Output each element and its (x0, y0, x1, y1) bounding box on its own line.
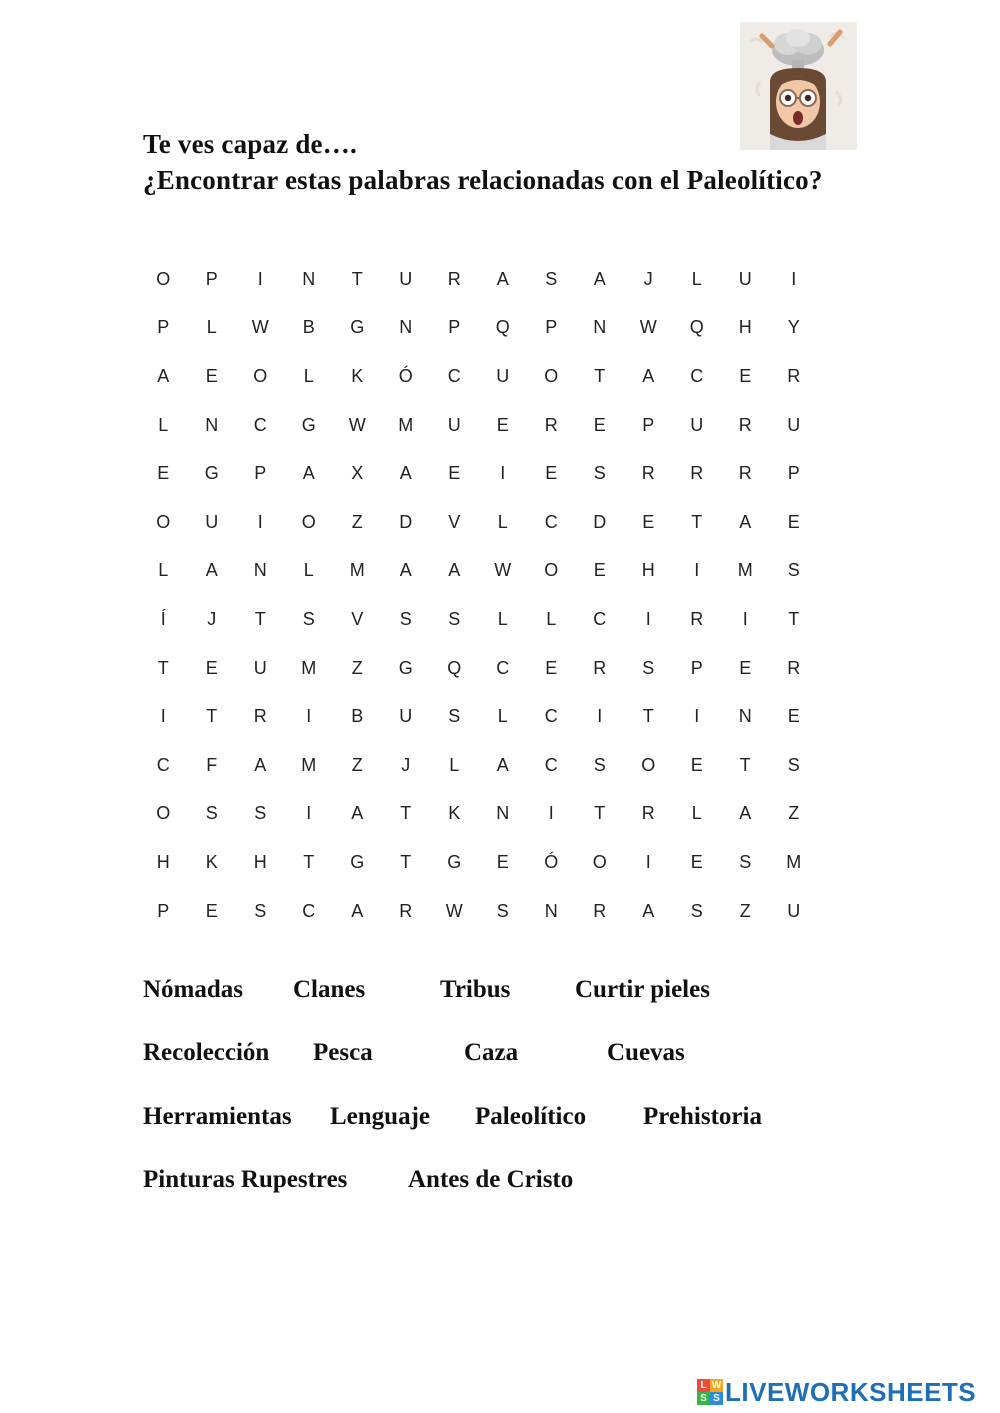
grid-letter-cell[interactable]: N (205, 414, 219, 435)
grid-letter-cell[interactable]: Q (447, 657, 462, 678)
grid-letter-cell[interactable]: E (787, 706, 800, 727)
grid-letter-cell[interactable]: T (400, 803, 412, 824)
grid-letter-cell[interactable]: E (593, 414, 606, 435)
word-item: Prehistoria (643, 1103, 762, 1130)
heading-line-1: Te ves capaz de…. (143, 129, 357, 159)
grid-letter-cell[interactable]: C (302, 900, 316, 921)
grid-letter-cell[interactable]: W (251, 317, 269, 338)
grid-letter-cell[interactable]: L (158, 414, 169, 435)
grid-letter-cell[interactable]: L (691, 268, 702, 289)
grid-letter-cell[interactable]: C (544, 706, 558, 727)
grid-letter-cell[interactable]: J (643, 268, 653, 289)
grid-letter-cell[interactable]: S (787, 754, 800, 775)
grid-letter-cell[interactable]: T (594, 365, 606, 386)
grid-letter-cell[interactable]: T (157, 657, 169, 678)
grid-letter-cell[interactable]: A (205, 560, 218, 581)
grid-letter-cell[interactable]: P (254, 463, 267, 484)
grid-letter-cell[interactable]: S (739, 851, 752, 872)
grid-letter-cell[interactable]: G (447, 851, 462, 872)
grid-letter-cell[interactable]: H (641, 560, 655, 581)
grid-letter-cell[interactable]: Z (788, 803, 800, 824)
grid-letter-cell[interactable]: S (205, 803, 218, 824)
word-item: Herramientas (143, 1103, 292, 1130)
grid-letter-cell[interactable]: I (742, 608, 748, 629)
grid-letter-cell[interactable]: E (545, 463, 558, 484)
grid-letter-cell[interactable]: A (739, 511, 752, 532)
word-item: Lenguaje (330, 1103, 430, 1130)
grid-row (139, 838, 819, 887)
grid-letter-cell[interactable]: L (497, 706, 508, 727)
grid-letter-cell[interactable]: L (546, 608, 557, 629)
grid-letter-cell[interactable]: E (642, 511, 655, 532)
grid-letter-cell[interactable]: U (787, 414, 801, 435)
grid-letter-cell[interactable]: T (400, 851, 412, 872)
grid-letter-cell[interactable]: I (160, 706, 166, 727)
grid-letter-cell[interactable]: R (738, 414, 752, 435)
grid-letter-cell[interactable]: E (496, 851, 509, 872)
grid-letter-cell[interactable]: O (253, 365, 268, 386)
grid-letter-cell[interactable]: A (593, 268, 606, 289)
grid-letter-cell[interactable]: E (205, 900, 218, 921)
grid-letter-cell[interactable]: C (496, 657, 510, 678)
grid-row (139, 352, 819, 401)
grid-row (139, 887, 819, 936)
grid-letter-cell[interactable]: Z (739, 900, 751, 921)
grid-letter-cell[interactable]: E (496, 414, 509, 435)
grid-letter-cell[interactable]: M (301, 754, 317, 775)
grid-letter-cell[interactable]: T (254, 608, 266, 629)
grid-letter-cell[interactable]: S (302, 608, 315, 629)
grid-letter-cell[interactable]: N (302, 268, 316, 289)
grid-letter-cell[interactable]: O (301, 511, 316, 532)
word-item: Antes de Cristo (408, 1166, 574, 1193)
grid-letter-cell[interactable]: I (694, 706, 700, 727)
grid-letter-cell[interactable]: C (690, 365, 704, 386)
grid-letter-cell[interactable]: E (739, 657, 752, 678)
grid-letter-cell[interactable]: V (448, 511, 461, 532)
grid-letter-cell[interactable]: T (691, 511, 703, 532)
grid-letter-cell[interactable]: G (350, 317, 365, 338)
grid-letter-cell[interactable]: P (157, 900, 170, 921)
grid-letter-cell[interactable]: Ó (544, 851, 559, 872)
grid-letter-cell[interactable]: I (791, 268, 797, 289)
grid-letter-cell[interactable]: L (303, 560, 314, 581)
grid-letter-cell[interactable]: D (593, 511, 607, 532)
grid-letter-cell[interactable]: I (257, 268, 263, 289)
grid-letter-cell[interactable]: S (593, 754, 606, 775)
grid-letter-cell[interactable]: O (544, 365, 559, 386)
grid-letter-cell[interactable]: L (206, 317, 217, 338)
grid-letter-cell[interactable]: L (158, 560, 169, 581)
grid-letter-cell[interactable]: T (351, 268, 363, 289)
liveworksheets-brand-text: LIVEWORKSHEETS (725, 1376, 977, 1407)
grid-letter-cell[interactable]: R (253, 706, 267, 727)
grid-letter-cell[interactable]: E (448, 463, 461, 484)
grid-letter-cell[interactable]: L (449, 754, 460, 775)
grid-letter-cell[interactable]: S (448, 706, 461, 727)
grid-letter-cell[interactable]: U (399, 268, 413, 289)
grid-letter-cell[interactable]: W (639, 317, 657, 338)
grid-letter-cell[interactable]: W (348, 414, 366, 435)
grid-letter-cell[interactable]: G (398, 657, 413, 678)
grid-letter-cell[interactable]: I (306, 706, 312, 727)
grid-letter-cell[interactable]: R (641, 803, 655, 824)
grid-letter-cell[interactable]: A (448, 560, 461, 581)
word-item: Pinturas Rupestres (143, 1166, 348, 1193)
grid-letter-cell[interactable]: L (497, 608, 508, 629)
grid-letter-cell[interactable]: L (303, 365, 314, 386)
grid-letter-cell[interactable]: I (645, 608, 651, 629)
grid-letter-cell[interactable]: R (787, 365, 801, 386)
grid-letter-cell[interactable]: E (157, 463, 170, 484)
grid-letter-cell[interactable]: E (205, 365, 218, 386)
grid-letter-cell[interactable]: T (642, 706, 654, 727)
grid-letter-cell[interactable]: H (253, 851, 267, 872)
word-item: Tribus (440, 976, 511, 1003)
grid-letter-cell[interactable]: I (500, 463, 506, 484)
grid-letter-cell[interactable]: C (447, 365, 461, 386)
grid-letter-cell[interactable]: N (738, 706, 752, 727)
grid-letter-cell[interactable]: E (690, 851, 703, 872)
grid-letter-cell[interactable]: Z (351, 754, 363, 775)
word-item: Paleolítico (475, 1103, 587, 1130)
grid-letter-cell[interactable]: V (351, 608, 364, 629)
grid-letter-cell[interactable]: S (399, 608, 412, 629)
grid-letter-cell[interactable]: Z (351, 657, 363, 678)
word-search-grid (139, 255, 819, 935)
grid-letter-cell[interactable]: E (205, 657, 218, 678)
grid-letter-cell[interactable]: M (786, 851, 802, 872)
grid-letter-cell[interactable]: S (496, 900, 509, 921)
liveworksheets-logo (697, 1374, 976, 1410)
grid-letter-cell[interactable]: O (592, 851, 607, 872)
grid-letter-cell[interactable]: B (351, 706, 364, 727)
grid-letter-cell[interactable]: N (399, 317, 413, 338)
grid-letter-cell[interactable]: M (301, 657, 317, 678)
grid-letter-cell[interactable]: I (597, 706, 603, 727)
word-item: Cuevas (607, 1039, 685, 1066)
grid-row (139, 692, 819, 741)
grid-letter-cell[interactable]: R (690, 608, 704, 629)
grid-letter-cell[interactable]: K (351, 365, 364, 386)
grid-letter-cell[interactable]: A (739, 803, 752, 824)
grid-letter-cell[interactable]: M (349, 560, 365, 581)
grid-letter-cell[interactable]: O (156, 268, 171, 289)
grid-letter-cell[interactable]: T (739, 754, 751, 775)
grid-letter-cell[interactable]: Y (787, 317, 800, 338)
grid-letter-cell[interactable]: I (548, 803, 554, 824)
grid-letter-cell[interactable]: X (351, 463, 364, 484)
grid-letter-cell[interactable]: H (156, 851, 170, 872)
word-item: Pesca (313, 1039, 373, 1066)
grid-letter-cell[interactable]: I (306, 803, 312, 824)
word-item: Curtir pieles (575, 976, 710, 1003)
grid-row (139, 644, 819, 693)
grid-letter-cell[interactable]: R (593, 900, 607, 921)
grid-letter-cell[interactable]: R (399, 900, 413, 921)
grid-letter-cell[interactable]: P (690, 657, 703, 678)
grid-letter-cell[interactable]: O (156, 511, 171, 532)
grid-letter-cell[interactable]: N (496, 803, 510, 824)
grid-letter-cell[interactable]: P (787, 463, 800, 484)
grid-letter-cell[interactable]: G (301, 414, 316, 435)
grid-row (139, 304, 819, 353)
grid-letter-cell[interactable]: A (351, 900, 364, 921)
worksheet-heading (143, 126, 943, 198)
grid-letter-cell[interactable]: A (302, 463, 315, 484)
grid-letter-cell[interactable]: G (204, 463, 219, 484)
grid-letter-cell[interactable]: P (157, 317, 170, 338)
grid-letter-cell[interactable]: Z (351, 511, 363, 532)
grid-letter-cell[interactable]: R (787, 657, 801, 678)
grid-letter-cell[interactable]: L (497, 511, 508, 532)
grid-row (139, 401, 819, 450)
grid-row (139, 547, 819, 596)
word-item: Clanes (293, 976, 366, 1003)
grid-letter-cell[interactable]: S (448, 608, 461, 629)
grid-letter-cell[interactable]: R (593, 657, 607, 678)
grid-letter-cell[interactable]: S (642, 657, 655, 678)
grid-letter-cell[interactable]: U (447, 414, 461, 435)
grid-row (139, 498, 819, 547)
grid-letter-cell[interactable]: N (544, 900, 558, 921)
grid-letter-cell[interactable]: U (690, 414, 704, 435)
grid-letter-cell[interactable]: U (496, 365, 510, 386)
grid-letter-cell[interactable]: J (401, 754, 411, 775)
grid-letter-cell[interactable]: S (690, 900, 703, 921)
grid-letter-cell[interactable]: R (641, 463, 655, 484)
grid-letter-cell[interactable]: A (642, 900, 655, 921)
grid-letter-cell[interactable]: I (257, 511, 263, 532)
grid-letter-cell[interactable]: K (205, 851, 218, 872)
grid-letter-cell[interactable]: W (494, 560, 512, 581)
grid-letter-cell[interactable]: A (254, 754, 267, 775)
grid-letter-cell[interactable]: O (544, 560, 559, 581)
grid-letter-cell[interactable]: H (738, 317, 752, 338)
grid-letter-cell[interactable]: R (690, 463, 704, 484)
grid-letter-cell[interactable]: S (787, 560, 800, 581)
grid-letter-cell[interactable]: C (156, 754, 170, 775)
grid-letter-cell[interactable]: T (206, 706, 218, 727)
grid-letter-cell[interactable]: S (254, 803, 267, 824)
grid-letter-cell[interactable]: A (399, 560, 412, 581)
grid-letter-cell[interactable]: P (642, 414, 655, 435)
grid-letter-cell[interactable]: E (787, 511, 800, 532)
grid-letter-cell[interactable]: U (738, 268, 752, 289)
word-item: Recolección (143, 1039, 270, 1066)
grid-letter-cell[interactable]: C (593, 608, 607, 629)
grid-letter-cell[interactable]: J (207, 608, 217, 629)
grid-letter-cell[interactable]: I (645, 851, 651, 872)
grid-letter-cell[interactable]: A (496, 754, 509, 775)
grid-letter-cell[interactable]: A (157, 365, 170, 386)
grid-letter-cell[interactable]: P (205, 268, 218, 289)
grid-letter-cell[interactable]: M (398, 414, 414, 435)
heading-line-2: ¿Encontrar estas palabras relacionadas con el Paleolítico? (143, 165, 823, 195)
grid-letter-cell[interactable]: U (399, 706, 413, 727)
grid-letter-cell[interactable]: Q (495, 317, 510, 338)
grid-letter-cell[interactable]: U (253, 657, 267, 678)
grid-letter-cell[interactable]: A (351, 803, 364, 824)
grid-letter-cell[interactable]: F (206, 754, 218, 775)
grid-letter-cell[interactable]: N (253, 560, 267, 581)
grid-letter-cell[interactable]: C (544, 511, 558, 532)
grid-letter-cell[interactable]: A (642, 365, 655, 386)
grid-letter-cell[interactable]: T (594, 803, 606, 824)
grid-letter-cell[interactable]: M (737, 560, 753, 581)
word-item: Caza (464, 1039, 519, 1066)
grid-letter-cell[interactable]: W (445, 900, 463, 921)
grid-letter-cell[interactable]: E (593, 560, 606, 581)
grid-letter-cell[interactable]: L (691, 803, 702, 824)
word-item: Nómadas (143, 976, 244, 1003)
grid-letter-cell[interactable]: A (399, 463, 412, 484)
liveworksheets-mark-icon: L W S S (697, 1379, 723, 1405)
grid-row (139, 790, 819, 839)
grid-letter-cell[interactable]: C (253, 414, 267, 435)
grid-letter-cell[interactable]: P (545, 317, 558, 338)
grid-letter-cell[interactable]: N (593, 317, 607, 338)
grid-row (139, 449, 819, 498)
grid-letter-cell[interactable]: B (302, 317, 315, 338)
grid-letter-cell[interactable]: C (544, 754, 558, 775)
grid-letter-cell[interactable]: R (544, 414, 558, 435)
grid-letter-cell[interactable]: G (350, 851, 365, 872)
grid-letter-cell[interactable]: R (447, 268, 461, 289)
grid-letter-cell[interactable]: S (545, 268, 558, 289)
grid-letter-cell[interactable]: Í (160, 608, 166, 629)
grid-letter-cell[interactable]: E (690, 754, 703, 775)
grid-letter-cell[interactable]: P (448, 317, 461, 338)
grid-letter-cell[interactable]: E (739, 365, 752, 386)
grid-letter-cell[interactable]: O (156, 803, 171, 824)
grid-letter-cell[interactable]: R (738, 463, 752, 484)
grid-letter-cell[interactable]: S (254, 900, 267, 921)
grid-letter-cell[interactable]: U (787, 900, 801, 921)
grid-letter-cell[interactable]: T (303, 851, 315, 872)
grid-letter-cell[interactable]: S (593, 463, 606, 484)
grid-row (139, 741, 819, 790)
grid-row (139, 595, 819, 644)
grid-letter-cell[interactable]: Ó (398, 365, 413, 386)
grid-letter-cell[interactable]: U (205, 511, 219, 532)
grid-row (139, 255, 819, 304)
grid-letter-cell[interactable]: Q (689, 317, 704, 338)
grid-letter-cell[interactable]: D (399, 511, 413, 532)
grid-letter-cell[interactable]: I (694, 560, 700, 581)
grid-letter-cell[interactable]: K (448, 803, 461, 824)
grid-letter-cell[interactable]: O (641, 754, 656, 775)
grid-letter-cell[interactable]: E (545, 657, 558, 678)
grid-letter-cell[interactable]: T (788, 608, 800, 629)
grid-letter-cell[interactable]: A (496, 268, 509, 289)
